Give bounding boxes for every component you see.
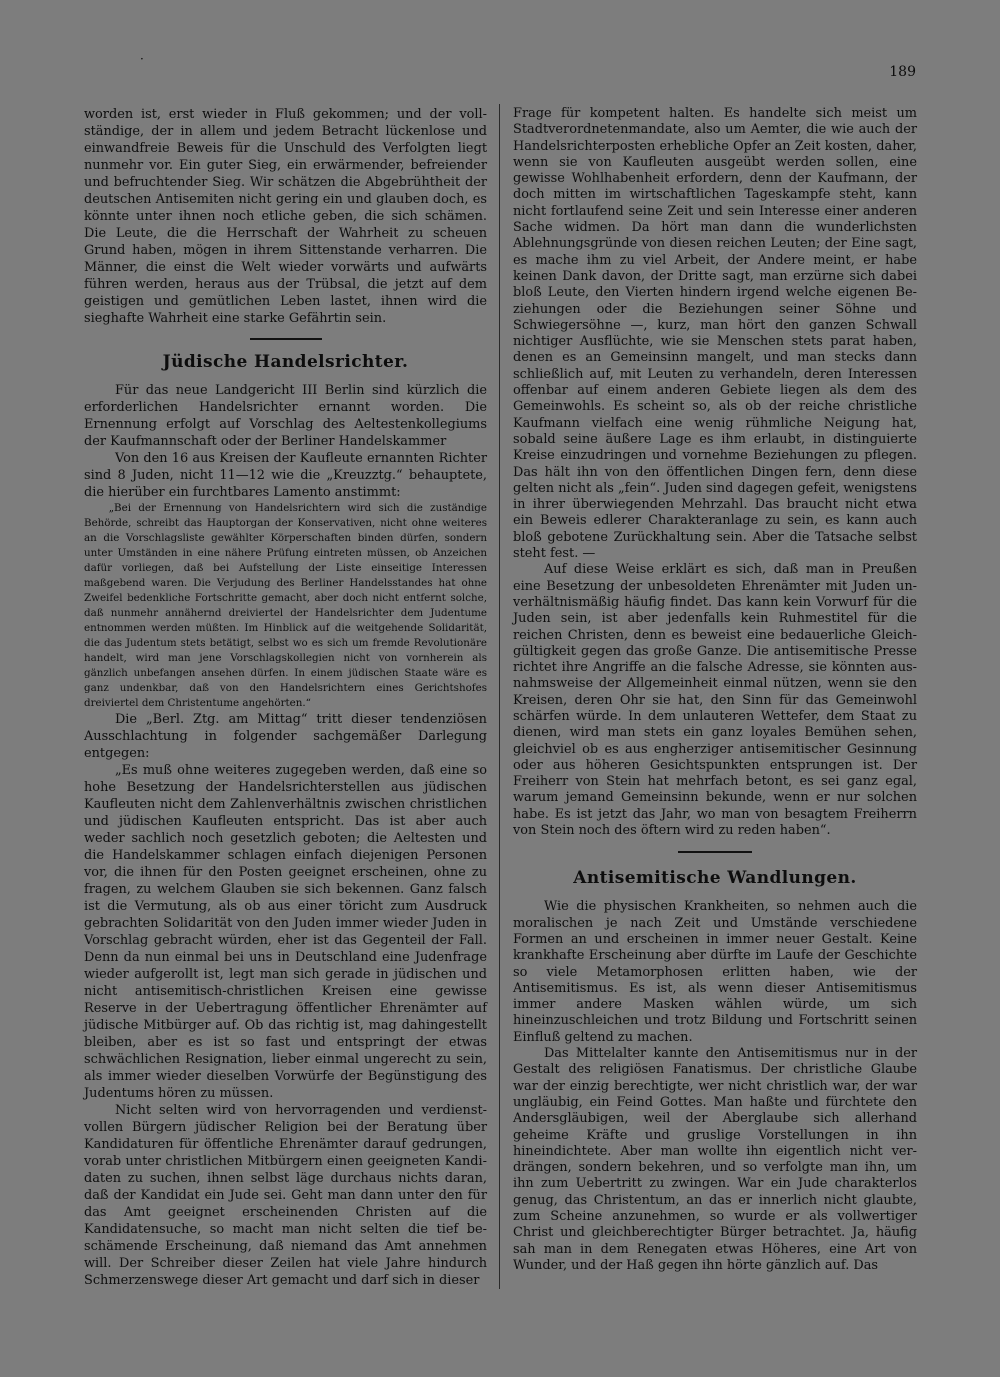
article-paragraph: Das Mittelalter kannte den Antisemitismus nur in der Gestalt des religiösen Fanatismus. Der christliche Glaube war der einzig berechtigte, wer nicht christlich war, der war ungläubig, ein Feind Gottes. Man haßte und fürchtete den Andersgläubigen, weil der Aberglaube sich allerhand geheime Kräfte und gruslige Vorstellungen in ihn hineindichtete. Aber man wollte ihn eigentlich nicht verdrängen, sondern bekehren, und so verfolgte man ihn, um ihn zum Uebertritt zu zwingen. War ein Jude charakterlos genug, das Christentum, an das er innerlich nicht glaubte, zum Scheine anzunehmen, so wurde er als vollwertiger Christ und gleichberechtigter Bürger betrachtet. Ja, häufig sah man in dem Renegaten etwas Höheres, eine Art von Wunder, und der Haß gegen ihn hörte gänzlich auf. Das <box>513 1046 917 1273</box>
left-column <box>84 106 487 1289</box>
article-paragraph: Von den 16 aus Kreisen der Kaufleute ernannten Richter sind 8 Juden, nicht 11—12 wie die „Kreuzztg.“ behauptete, die hierüber ein furchtbares Lamento anstimmt: <box>84 451 487 500</box>
article-paragraph: Nicht selten wird von hervorragenden und verdienstvollen Bürgern jüdischer Religion bei der Beratung über Kandidaturen für öffentliche Ehrenämter darauf gedrungen, vorab unter christlichen Mitbürgern einen geeigneten Kandidaten zu suchen, ihnen selbst läge durchaus nichts daran, daß der Kandidat ein Jude sei. Geht man dann unter den für das Amt geeignet erscheinenden Christen auf die Kandidatensuche, so macht man nicht selten die tief beschämende Erscheinung, daß niemand das Amt annehmen will. Der Schreiber dieser Zeilen hat viele Jahre hindurch Schmerzenswege dieser Art gemacht und darf sich in dieser <box>84 1103 487 1288</box>
article-paragraph: Auf diese Weise erklärt es sich, daß man in Preußen eine Besetzung der unbesoldeten Ehrenämter mit Juden unverhältnismäßig häufig findet. Das kann kein Vorwurf für die Juden sein, ist aber jedenfalls kein Ruhmestitel für die reichen Christen, denn es beweist eine bedauerliche Gleichgültigkeit gegen das große Ganze. Die antisemitische Presse richtet ihre Angriffe an die falsche Adresse, sie könnten ausnahmsweise der Allgemeinheit einmal nützen, wenn sie den Kreisen, deren Ohr sie hat, den Sinn für das Gemeinwohl schärfen würde. In dem unlauteren Wettefer, dem Staat zu dienen, wird man stets ein ganz loyales Bemühen sehen, gleichviel ob es aus engherziger antisemitischer Gesinnung oder aus höheren Gesichtspunkten entsprungen ist. Der Freiherr von Stein hat mehrfach betont, es sei ganz egal, warum jemand Gemeinsinn bekunde, wenn er nur solchen habe. Es ist jetzt das Jahr, wo man von besagtem Freiherrn von Stein noch des öftern wird zu reden haben“. <box>513 562 917 839</box>
right-column <box>513 106 917 1274</box>
page-number: 189 <box>889 64 916 80</box>
article-paragraph: Frage für kompetent halten. Es handelte sich meist um Stadtverordnetenmandate, also um Aemter, die wie auch der Handelsrichterposten erhebliche Opfer an Zeit kosten, daher, wenn sie von Kaufleuten ausgeübt werden sollen, eine gewisse Wohlhabenheit erfordern, denn der Kaufmann, der doch mitten im wirtschaftlichen Tageskampfe steht, kann nicht fortlaufend seine Zeit und sein Interesse einer anderen Sache widmen. Da hört man dann die wunderlichsten Ablehnungsgründe von diesen reichen Leuten; der Eine sagt, es mache ihm zu viel Arbeit, der Andere meint, er habe keinen Dank davon, der Dritte sagt, man erzürne sich dabei bloß Leute, den Vierten hindern irgend welche eigenen Beziehungen oder die Beziehungen seiner Söhne und Schwiegersöhne —, kurz, man hört den ganzen Schwall nichtiger Ausflüchte, wie sie Menschen stets parat haben, denen es an Gemeinsinn mangelt, und man stecks dann schließlich auf, mit Leuten zu verhandeln, deren Interessen offenbar auf einem anderen Gebiete liegen als dem des Gemeinwohls. Es scheint so, als ob der reiche christliche Kaufmann vielfach eine wenig rühmliche Neigung hat, sobald seine äußere Lage es ihm erlaubt, in distinguierte Kreise einzudringen und vornehme Beziehungen zu pflegen. Das hält ihn von den öffentlichen Dingen fern, denn diese gelten nicht als „fein“. Juden sind dagegen gefeit, wenigstens in ihrer überwiegenden Mehrzahl. Das braucht nicht etwa ein Beweis edlerer Charakteranlage zu sein, es kann auch bloß gebotene Zurückhaltung sein. Aber die Tatsache selbst steht fest. — <box>513 106 917 562</box>
article-paragraph: Die „Berl. Ztg. am Mittag“ tritt dieser tendenziösen Ausschlachtung in folgender sachgemäßer Darlegung entgegen: <box>84 712 487 761</box>
section-separator <box>250 338 322 340</box>
article-heading-handelsrichter: Jüdische Handelsrichter. <box>162 352 409 372</box>
article-paragraph: „Es muß ohne weiteres zugegeben werden, daß eine so hohe Besetzung der Handelsrichterstellen aus jüdischen Kaufleuten nicht dem Zahlenverhältnis zwischen christlichen und jüdischen Kaufleuten entspricht. Das ist aber auch weder sachlich noch gesetzlich geboten; die Aeltesten und die Handelskammer schlagen einfach diejenigen Personen vor, die ihnen für den Posten geeignet erscheinen, ohne zu fragen, zu welchem Glauben sie sich bekennen. Ganz falsch ist die Vermutung, als ob aus einer töricht zum Ausdruck gebrachten Solidarität von den Juden immer wieder Juden in Vorschlag gebracht würden, eher ist das Gegenteil der Fall. Denn da nun einmal bei uns in Deutschland eine Judenfrage wieder aufgerollt ist, legt man sich gerade in jüdischen und nicht antisemitisch-christlichen Kreisen eine gewisse Reserve in der Uebertragung öffentlicher Ehrenämter auf jüdische Mitbürger auf. Ob das richtig ist, mag dahingestellt bleiben, aber es ist so fast und entspringt der etwas schwächlichen Resignation, lieber einmal ungerecht zu sein, als immer wieder dieselben Vorwürfe der Begünstigung des Judentums hören zu müssen. <box>84 763 487 1101</box>
article-heading-wandlungen: Antisemitische Wandlungen. <box>573 868 857 889</box>
quoted-passage: „Bei der Ernennung von Handelsrichtern wird sich die zuständige Behörde, schreibt das Hauptorgan der Konservativen, nicht ohne weiteres an die Vorschlagsliste gewählter Körperschaften binden dürfen, sondern unter Umständen in eine nähere Prüfung eintreten müssen, ob Anzeichen dafür vorliegen, daß bei Aufstellung der Liste einseitige Interessen maßgebend waren. Die Verjudung des Berliner Handelsstandes hat ohne Zweifel bedenkliche Fortschritte gemacht, aber doch nicht entfernt solche, daß nunmehr annähernd dreiviertel der Handelsrichter dem Judentume entnommen werden müßten. Im Hinblick auf die weitgehende Solidarität, die das Judentum stets betätigt, selbst wo es sich um fremde Revolutionäre handelt, wird man jene Vorschlagskollegien nicht von vornherein als gänzlich unbefangen ansehen dürfen. In einem jüdischen Staate wäre es ganz undenkbar, daß von den Handelsrichtern eines Gerichtshofes dreiviertel dem Christentume angehörten.“ <box>84 502 487 709</box>
column-divider <box>499 104 500 1289</box>
section-separator <box>678 851 752 853</box>
intro-paragraph: worden ist, erst wieder in Fluß gekommen; und der vollständige, der in allem und jedem Betracht lückenlose und einwandfreie Beweis für die Unschuld des Verfolgten liegt nunmehr vor. Ein guter Sieg, ein erwärmender, befreiender und befruchtender Sieg. Wir schätzen die Abgebrühtheit der deutschen Antisemiten nicht gering ein und glauben doch, es könnte unter ihnen noch etliche geben, die sich schämen. Die Leute, die die Herrschaft der Wahrheit zu scheuen Grund haben, mögen in ihrem Sittenstande verharren. Die Männer, die einst die Welt wieder vorwärts und aufwärts führen werden, heraus aus der Trübsal, die jetzt auf dem geistigen und gemütlichen Leben lastet, ihnen wird die sieghafte Wahrheit eine starke Gefährtin sein. <box>84 107 487 326</box>
article-paragraph: Für das neue Landgericht III Berlin sind kürzlich die erforderlichen Handelsrichter ernannt worden. Die Ernennung erfolgt auf Vorschlag des Aeltestenkollegiums der Kaufmannschaft oder der Berliner Handelskammer <box>84 383 487 449</box>
article-paragraph: Wie die physischen Krankheiten, so nehmen auch die moralischen je nach Zeit und Umstände verschiedene Formen an und erscheinen in immer neuer Gestalt. Keine krankhafte Erscheinung aber dürfte im Laufe der Geschichte so viele Metamorphosen erlitten haben, wie der Antisemitismus. Es ist, als wenn dieser Antisemitismus immer andere Masken wählen würde, um sich hineinzuschleichen und trotz Bildung und Fortschritt seinen Einfluß geltend zu machen. <box>513 899 917 1045</box>
page-speck: · <box>140 52 144 66</box>
